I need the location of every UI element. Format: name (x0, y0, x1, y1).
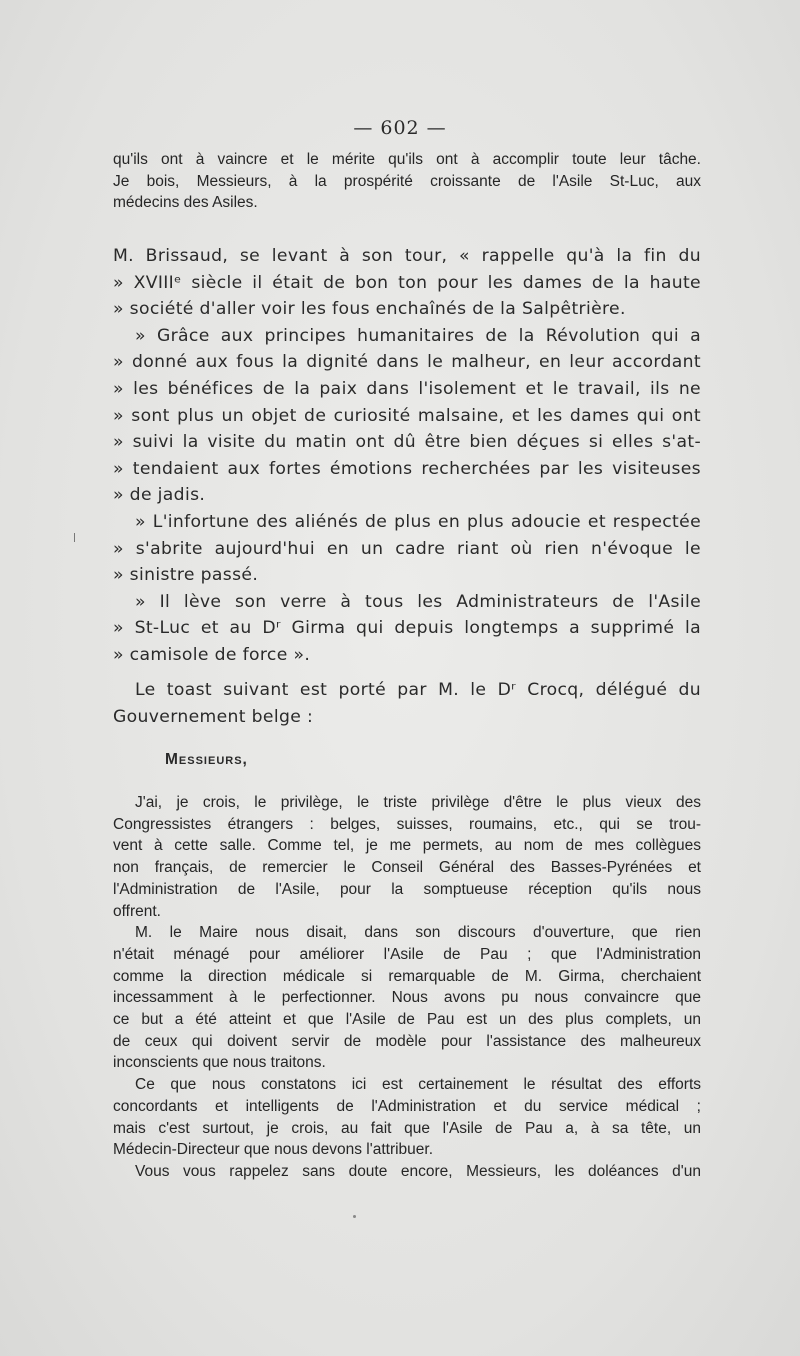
text-line: » société d'aller voir les fous enchaînés de la Salpêtrière. (113, 299, 626, 320)
text-line: » XVIIIᵉ siècle il était de bon ton pour les dames de la haute (113, 272, 701, 293)
brissaud-paragraph (113, 243, 701, 669)
text-line: M. le Maire nous disait, dans son discours d'ouverture, que rien (135, 924, 701, 942)
text-line: » de jadis. (113, 485, 206, 506)
text-line: Je bois, Messieurs, à la prospérité croissante de l'Asile St-Luc, aux (113, 172, 701, 190)
text-line: comme la direction médicale si remarquable de M. Girma, cherchaient (113, 967, 701, 985)
text-line: Le toast suivant est porté par M. le Dʳ Crocq, délégué du (135, 680, 701, 700)
salutation-heading: Messieurs, (165, 751, 248, 768)
text-line: J'ai, je crois, le privilège, le triste privilège d'être le plus vieux des (135, 794, 701, 811)
toast-paragraph (113, 677, 701, 730)
text-line: incessamment à le perfectionner. Nous avons pu nous convaincre que (113, 989, 701, 1007)
text-line: » sinistre passé. (113, 565, 259, 586)
text-line: » tendaient aux fortes émotions recherchées par les visiteuses (113, 458, 701, 479)
text-line: » s'abrite aujourd'hui en un cadre riant où rien n'évoque le (113, 538, 701, 559)
text-line: » L'infortune des aliénés de plus en plus adoucie et respectée (135, 511, 701, 532)
print-speck (353, 1215, 356, 1218)
page-number: — 602 — (353, 117, 447, 139)
text-line: Congressistes étrangers : belges, suisses, roumains, etc., qui se trou- (113, 815, 701, 833)
text-line: qu'ils ont à vaincre et le mérite qu'ils ont à accomplir toute leur tâche. (113, 151, 701, 168)
text-line: Ce que nous constatons ici est certainement le résultat des efforts (135, 1076, 701, 1094)
text-line: de ceux qui doivent servir de modèle pour l'assistance des malheureux (113, 1032, 701, 1050)
text-line: Gouvernement belge : (113, 706, 314, 727)
text-line: ce but a été atteint et que l'Asile de Pau est un des plus complets, un (113, 1011, 701, 1029)
text-line: » suivi la visite du matin ont dû être bien déçues si elles s'at- (113, 432, 701, 453)
text-line: offrent. (113, 902, 161, 920)
text-line: mais c'est surtout, je crois, au fait que l'Asile de Pau a, à sa tête, un (113, 1119, 701, 1137)
text-line: l'Administration de l'Asile, pour la somptueuse réception qu'ils nous (113, 880, 701, 898)
text-line: n'était ménagé pour améliorer l'Asile de Pau ; que l'Administration (113, 945, 701, 963)
text-line: M. Brissaud, se levant à son tour, « rappelle qu'à la fin du (113, 246, 701, 266)
text-line: » les bénéfices de la paix dans l'isolement et le travail, ils ne (113, 378, 701, 399)
text-line: non français, de remercier le Conseil Général des Basses-Pyrénées et (113, 859, 701, 877)
text-line: vent à cette salle. Comme tel, je me permets, au nom de mes collègues (113, 837, 701, 855)
text-line: Vous vous rappelez sans doute encore, Messieurs, les doléances d'un (135, 1162, 701, 1180)
text-line: » sont plus un objet de curiosité malsaine, et les dames qui ont (113, 405, 701, 426)
margin-mark (74, 533, 75, 542)
text-line: » St-Luc et au Dʳ Girma qui depuis longtemps a supprimé la (113, 618, 701, 639)
text-line: médecins des Asiles. (113, 194, 258, 212)
intro-paragraph (113, 149, 701, 214)
text-line: » Il lève son verre à tous les Administrateurs de l'Asile (135, 591, 701, 612)
text-line: Médecin-Directeur que nous devons l'attribuer. (113, 1141, 434, 1159)
text-line: concordants et intelligents de l'Administration et du service médical ; (113, 1097, 701, 1115)
text-line: » camisole de force ». (113, 644, 311, 665)
speech-text (113, 792, 701, 1183)
text-line: » donné aux fous la dignité dans le malheur, en leur accordant (113, 352, 701, 373)
text-line: » Grâce aux principes humanitaires de la Révolution qui a (135, 325, 701, 346)
text-line: inconscients que nous traitons. (113, 1054, 326, 1072)
